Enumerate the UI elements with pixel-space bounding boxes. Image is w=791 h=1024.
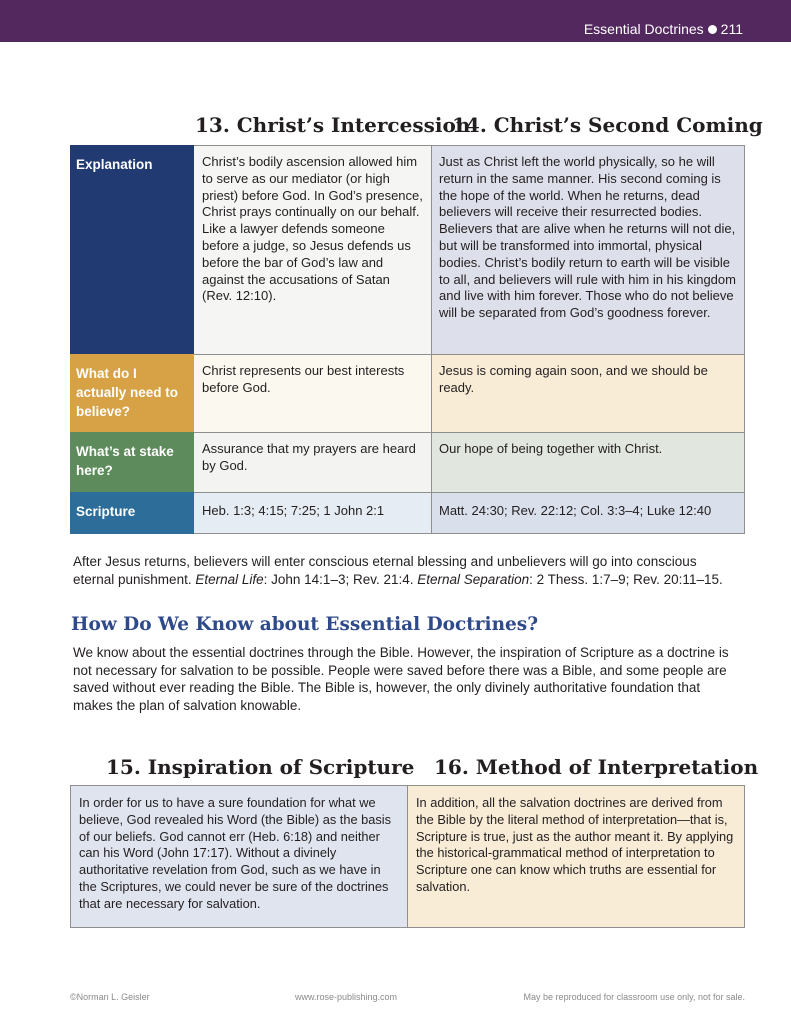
doctrine-16-title: 16. Method of Interpretation [434, 755, 759, 779]
running-header [584, 21, 743, 37]
bullet-dot-icon [708, 25, 717, 34]
eternal-separation-label: Eternal Separation [417, 571, 530, 587]
second-coming-stake: Our hope of being together with Christ. [431, 432, 745, 492]
table-divider [744, 145, 745, 534]
afterword-paragraph [73, 553, 733, 588]
table-divider [407, 786, 408, 927]
doctrine-15-title: 15. Inspiration of Scripture [106, 755, 415, 779]
footer-notice: May be reproduced for classroom use only, not for sale. [523, 992, 745, 1002]
doctrine-13-title: 13. Christ’s Intercession [195, 113, 471, 137]
eternal-life-label: Eternal Life [195, 571, 264, 587]
afterword-text: After Jesus returns, believers will enter conscious eternal blessing and unbelievers will go into conscious eternal punishment. [73, 554, 697, 587]
page-number: 211 [720, 21, 743, 37]
eternal-life-refs: : John 14:1–3; Rev. 21:4. [263, 571, 414, 587]
table-divider [431, 145, 432, 534]
second-coming-explanation: Just as Christ left the world physically, so he will return in the same manner. His second coming is the hope of the world. When he returns, dead believers will receive their resurrected bodies. Believers that are alive when he returns will not die, but will be transformed into immortal, physical bodies. Christ’s bodily return to earth will be visible to all, and believers will rule with him in his kingdom and live with him forever. Those who do not believe will be separated from God’s goodness forever. [431, 145, 745, 354]
second-coming-believe: Jesus is coming again soon, and we should be ready. [431, 354, 745, 432]
section-heading: How Do We Know about Essential Doctrines? [71, 614, 539, 635]
second-coming-scripture: Matt. 24:30; Rev. 22:12; Col. 3:3–4; Luke 12:40 [431, 492, 745, 534]
footer-website: www.rose-publishing.com [295, 992, 398, 1002]
row-label-believe: What do I actually need to believe? [70, 354, 194, 432]
row-label-explanation: Explanation [70, 145, 194, 354]
section-name: Essential Doctrines [583, 21, 704, 37]
section-body: We know about the essential doctrines through the Bible. However, the inspiration of Scripture as a doctrine is not necessary for salvation to be possible. People were saved before there was a Bible, and some people are saved without ever reading the Bible. The Bible is, however, the only divinely authoritative foundation that makes the plan of salvation knowable. [73, 645, 729, 713]
doctrine-table-top [70, 145, 745, 534]
table-divider [194, 533, 745, 534]
eternal-separation-refs: : 2 Thess. 1:7–9; Rev. 20:11–15. [529, 571, 723, 587]
row-label-scripture: Scripture [70, 492, 194, 534]
interpretation-text: In addition, all the salvation doctrines are derived from the Bible by the literal method of interpretation—that is, Scripture is true, just as the author meant it. By applying the historical-grammatical method of interpretation to Scripture one can know which truths are essential for salvation. [408, 786, 744, 927]
intercession-stake: Assurance that my prayers are heard by God. [194, 432, 431, 492]
table-divider [194, 492, 745, 493]
intercession-scripture: Heb. 1:3; 4:15; 7:25; 1 John 2:1 [194, 492, 431, 534]
doctrine-table-bottom [70, 785, 745, 928]
intercession-believe: Christ represents our best interests before God. [194, 354, 431, 432]
doctrine-14-title: 14. Christ’s Second Coming [452, 113, 763, 137]
table-divider [194, 432, 745, 433]
row-label-stake: What’s at stake here? [70, 432, 194, 492]
footer-copyright: ©Norman L. Geisler [70, 992, 150, 1002]
intercession-explanation: Christ’s bodily ascension allowed him to serve as our mediator (or high priest) before God. In God’s presence, Christ prays continually on our behalf. Like a lawyer defends someone before a judge, so Jesus defends us before the bar of God’s law and against the accusations of Satan (Rev. 12:10). [194, 145, 431, 354]
table-divider [194, 145, 745, 146]
table-divider [194, 354, 745, 355]
inspiration-text: In order for us to have a sure foundation for what we believe, God revealed his Word (the Bible) as the basis of our beliefs. God cannot err (Heb. 6:18) and neither can his Word (John 17:17). Without a divinely authoritative revelation from God, such as we have in the Scriptures, we could never be sure of the doctrines that are necessary for salvation. [71, 786, 407, 927]
